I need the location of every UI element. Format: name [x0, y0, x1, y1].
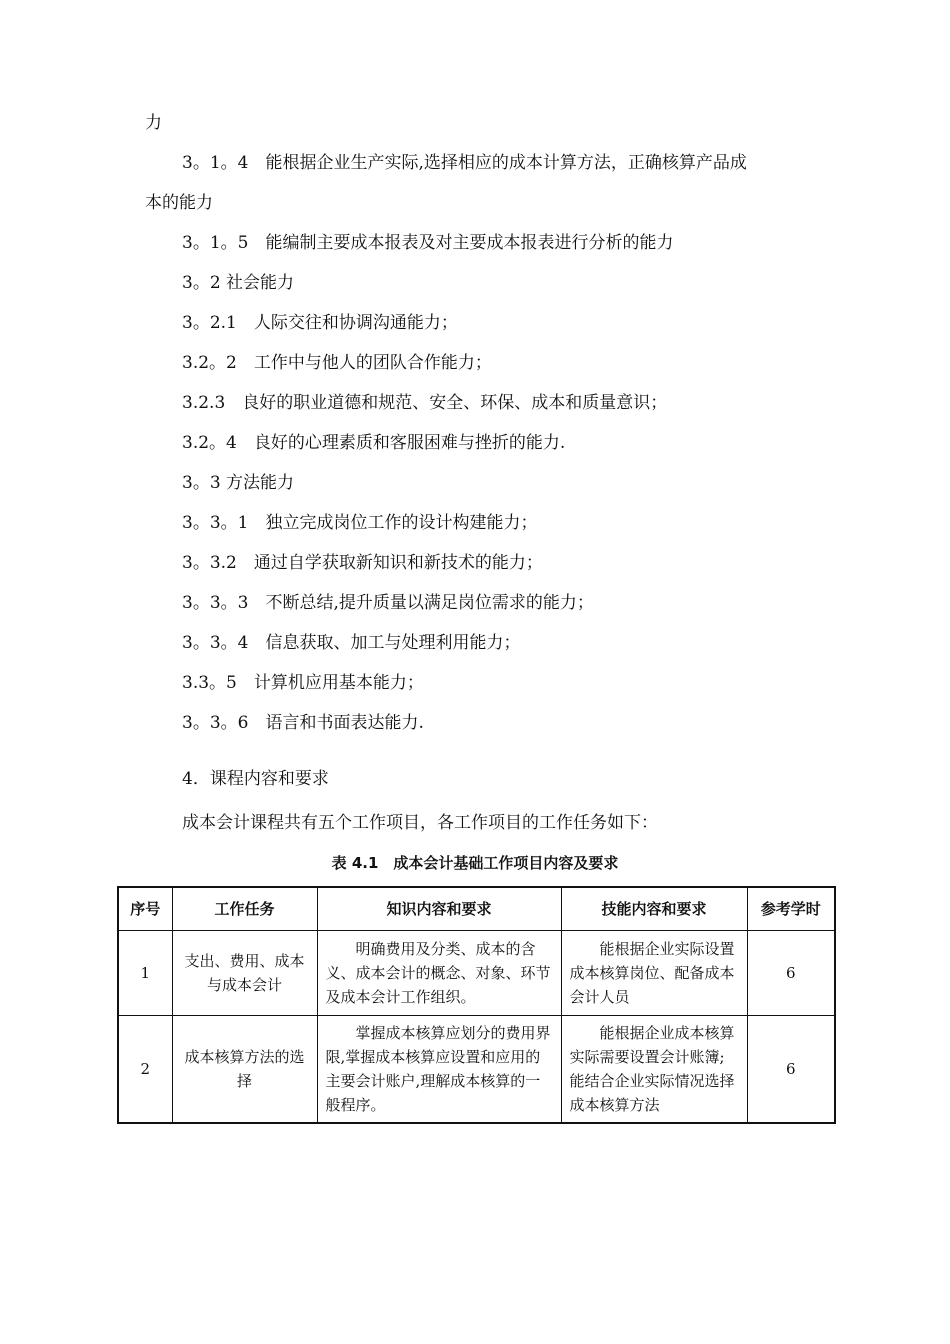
table-caption: 表 4.1 成本会计基础工作项目内容及要求 [331, 854, 619, 872]
cell-skill: 能根据企业成本核算实际需要设置会计账簿;能结合企业实际情况选择成本核算方法 [561, 1016, 747, 1124]
course-table [117, 886, 836, 1124]
header-cell: 工作任务 [172, 887, 317, 931]
cell-knowledge: 明确费用及分类、成本的含义、成本会计的概念、对象、环节及成本会计工作组织。 [317, 931, 561, 1016]
section-heading: 3。2 社会能力 [182, 273, 295, 293]
section-heading: 4．课程内容和要求 [182, 769, 329, 789]
section-heading: 3。3 方法能力 [182, 473, 295, 493]
cell-no: 1 [118, 931, 172, 1016]
cell-skill: 能根据企业实际设置成本核算岗位、配备成本会计人员 [561, 931, 747, 1016]
table-row [118, 1016, 835, 1124]
header-cell: 知识内容和要求 [317, 887, 561, 931]
text-line: 力 [145, 113, 162, 133]
text-line: 3.2。4 良好的心理素质和客服困难与挫折的能力. [182, 433, 566, 453]
cell-hours: 6 [747, 1016, 835, 1124]
text-line: 3。1。5 能编制主要成本报表及对主要成本报表进行分析的能力 [182, 233, 674, 253]
text-line: 3。3。3 不断总结,提升质量以满足岗位需求的能力； [182, 593, 594, 613]
cell-no: 2 [118, 1016, 172, 1124]
text-line: 3。3。1 独立完成岗位工作的设计构建能力； [182, 513, 538, 533]
text-line: 成本会计课程共有五个工作项目，各工作项目的工作任务如下： [182, 813, 658, 833]
table-row [118, 931, 835, 1016]
header-cell: 技能内容和要求 [561, 887, 747, 931]
text-line: 3。1。4 能根据企业生产实际,选择相应的成本计算方法，正确核算产品成 [182, 153, 747, 173]
text-line: 3.2。2 工作中与他人的团队合作能力； [182, 353, 492, 373]
text-line: 3.2.3 良好的职业道德和规范、安全、环保、成本和质量意识； [182, 393, 668, 413]
text-line: 3.3。5 计算机应用基本能力； [182, 673, 424, 693]
header-cell: 参考学时 [747, 887, 835, 931]
cell-task: 成本核算方法的选择 [172, 1016, 317, 1124]
text-line: 本的能力 [145, 193, 213, 213]
cell-task: 支出、费用、成本与成本会计 [172, 931, 317, 1016]
cell-knowledge: 掌握成本核算应划分的费用界限,掌握成本核算应设置和应用的主要会计账户,理解成本核算的一般程序。 [317, 1016, 561, 1124]
cell-hours: 6 [747, 931, 835, 1016]
text-line: 3。2.1 人际交往和协调沟通能力； [182, 313, 458, 333]
header-cell: 序号 [118, 887, 172, 931]
text-line: 3。3。4 信息获取、加工与处理利用能力； [182, 633, 521, 653]
table-header-row [118, 887, 835, 931]
text-line: 3。3。6 语言和书面表达能力. [182, 713, 424, 733]
text-line: 3。3.2 通过自学获取新知识和新技术的能力； [182, 553, 543, 573]
